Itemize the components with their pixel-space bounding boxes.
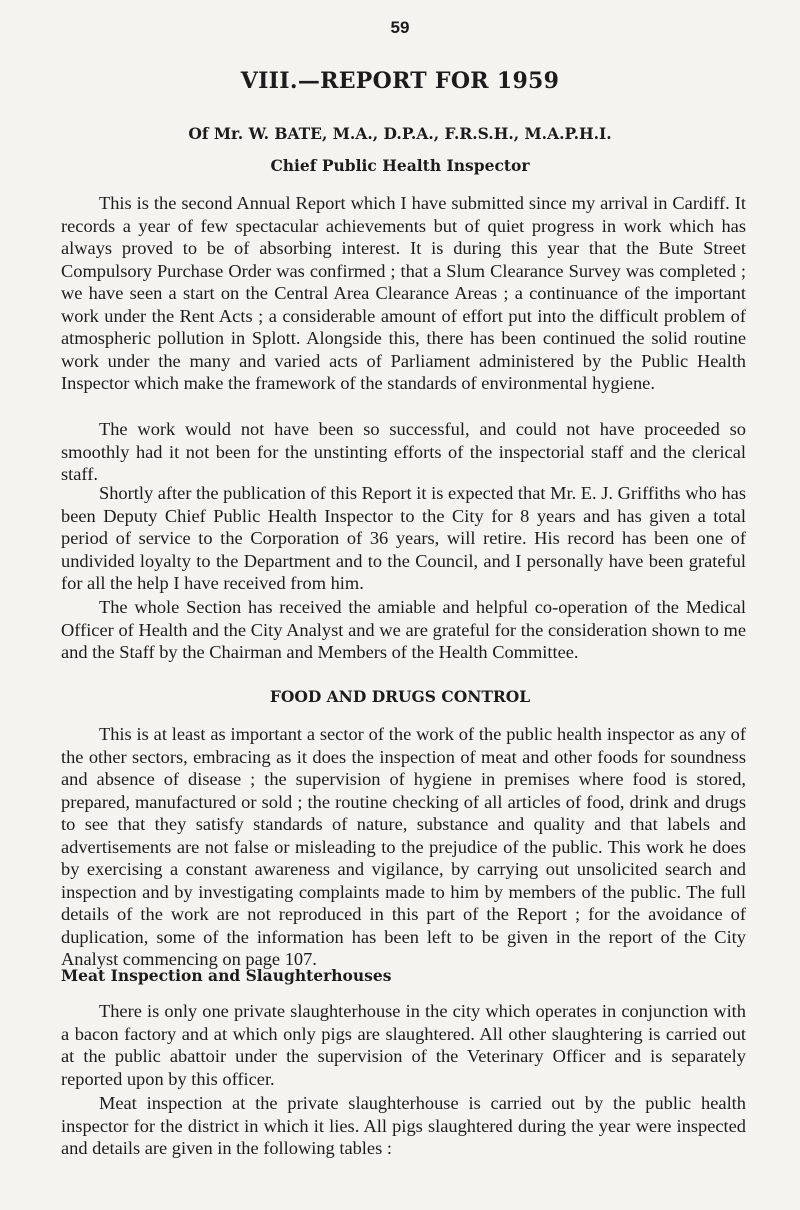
- meat-paragraph-2: Meat inspection at the private slaughterhouse is carried out by the public health inspector for the district in which it lies. All pigs slaughtered during the year were inspected and details are given in the following tables :: [61, 1093, 746, 1158]
- author-title: Chief Public Health Inspector: [270, 156, 530, 175]
- report-heading: VIII.—REPORT FOR 1959: [240, 68, 560, 94]
- intro-paragraph-3: Shortly after the publication of this Report it is expected that Mr. E. J. Griffiths who has been Deputy Chief Public Health Inspector to the City for 8 years and has given a total period of service to the Corporation of 36 years, will retire. His record has been one of undivided loyalty to the Department and to the Council, and I personally have been grateful for all the help I have received from him.: [61, 483, 746, 593]
- meat-inspection-heading: Meat Inspection and Slaughterhouses: [61, 966, 392, 985]
- page-number: 59: [390, 18, 410, 37]
- intro-paragraph-2: The work would not have been so successful, and could not have proceeded so smoothly had it not been for the unstinting efforts of the inspectorial staff and the clerical staff.: [61, 419, 746, 484]
- intro-paragraph-1: This is the second Annual Report which I have submitted since my arrival in Cardiff. It records a year of few spectacular achievements but of quiet progress in work which has always proved to be of absorbing interest. It is during this year that the Bute Street Compulsory Purchase Order was confirmed ; that a Slum Clearance Survey was completed ; we have seen a start on the Central Area Clearance Areas ; a continuance of the important work under the Rent Acts ; a considerable amount of effort put into the difficult problem of atmospheric pollution in Splott. Alongside this, there has been continued the solid routine work under the many and varied acts of Parliament administered by the Public Health Inspector which make the framework of the standards of environmental hygiene.: [61, 193, 746, 393]
- meat-paragraph-1: There is only one private slaughterhouse in the city which operates in conjunction with a bacon factory and at which only pigs are slaughtered. All other slaughtering is carried out at the public abattoir under the supervision of the Veterinary Officer and is separately reported upon by this officer.: [61, 1001, 746, 1089]
- intro-paragraph-4: The whole Section has received the amiable and helpful co-operation of the Medical Officer of Health and the City Analyst and we are grateful for the consideration shown to me and the Staff by the Chairman and Members of the Health Committee.: [61, 597, 746, 662]
- food-drugs-heading: FOOD AND DRUGS CONTROL: [269, 687, 531, 706]
- food-drugs-paragraph: This is at least as important a sector of the work of the public health inspector as any of the other sectors, embracing as it does the inspection of meat and other foods for soundness and absence of disease ; the supervision of hygiene in premises where food is stored, prepared, manufactured or sold ; the routine checking of all articles of food, drink and drugs to see that they satisfy standards of nature, substance and quality and that labels and advertisements are not false or misleading to the prejudice of the public. This work he does by exercising a constant awareness and vigilance, by carrying out unsolicited search and inspection and by investigating complaints made to him by members of the public. The full details of the work are not reproduced in this part of the Report ; for the avoidance of duplication, some of the information has been left to be given in the report of the City Analyst commencing on page 107.: [61, 724, 746, 969]
- author-line: Of Mr. W. BATE, M.A., D.P.A., F.R.S.H., M.A.P.H.I.: [188, 124, 612, 143]
